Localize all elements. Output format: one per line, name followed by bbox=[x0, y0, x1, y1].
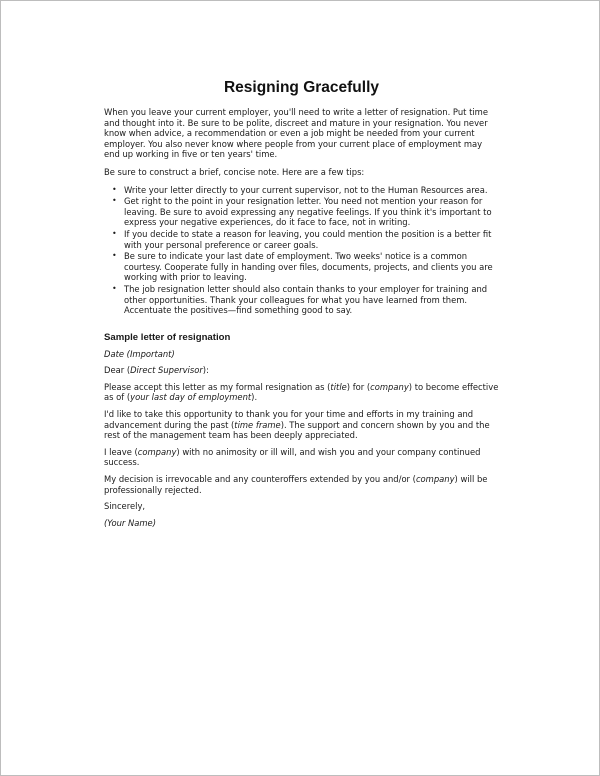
tip-item bbox=[104, 196, 499, 228]
p2-text: ). The support and concern shown by you and the rest of the management team has been deeply appreciated. bbox=[104, 419, 490, 441]
salutation-role: Direct Supervisor bbox=[130, 365, 203, 376]
sample-letter bbox=[104, 349, 499, 529]
tip-text: Write your letter directly to your current supervisor, not to the Human Resources area. bbox=[124, 184, 488, 195]
letter-paragraph-2 bbox=[104, 409, 499, 441]
p1-text: ) to become effective as of ( bbox=[104, 381, 499, 403]
tip-item bbox=[104, 185, 499, 196]
p2-text: I'd like to take this opportunity to thank you for your time and efforts in my training and advancement during the past ( bbox=[104, 409, 474, 430]
letter-signature bbox=[104, 518, 499, 529]
tip-text: The job resignation letter should also contain thanks to your employer for training and other opportunities. Thank your colleagues for what you have learned from them. Accentuate the positives—find something good to say. bbox=[124, 283, 488, 316]
tip-text: If you decide to state a reason for leaving, you could mention the position is a better fit with your personal preference or career goals. bbox=[124, 228, 492, 250]
p3-text: I leave ( bbox=[104, 446, 138, 457]
tip-text: Get right to the point in your resignation letter. You need not mention your reason for leaving. Be sure to avoid expressing any negative feelings. If you think it's important to express your negative experiences, do it face to face, not in writing. bbox=[124, 196, 492, 228]
company-placeholder: company bbox=[415, 474, 455, 485]
intro-paragraph: When you leave your current employer, you'll need to write a letter of resignation. Put time and thought into it. Be sure to be polite, discreet and mature in your resignation. You never know when advice, a recommendation or even a job might be needed from your current employer. You also never know where people from your current place of employment may end up working in five or ten years' time. bbox=[104, 107, 488, 160]
letter-date bbox=[104, 349, 499, 360]
tip-item bbox=[104, 229, 499, 250]
p3-text: ) with no animosity or ill will, and wish you and your company continued success. bbox=[104, 446, 481, 468]
title-placeholder: title bbox=[330, 381, 347, 392]
date-placeholder: Date (Important) bbox=[104, 348, 175, 359]
tip-item bbox=[104, 284, 499, 316]
sample-heading: Sample letter of resignation bbox=[104, 331, 231, 343]
tips-intro: Be sure to construct a brief, concise note. Here are a few tips: bbox=[104, 166, 365, 177]
time-frame-placeholder: time frame bbox=[234, 419, 281, 430]
last-day-placeholder: your last day of employment bbox=[130, 392, 252, 403]
tip-text: Be sure to indicate your last date of employment. Two weeks' notice is a common courtesy. Cooperate fully in handing over files, documents, projects, and clients you are working with prior to leaving. bbox=[124, 251, 493, 283]
p4-text: My decision is irrevocable and any counteroffers extended by you and/or ( bbox=[104, 474, 416, 485]
letter-paragraph-1 bbox=[104, 382, 499, 403]
bullet-icon: • bbox=[112, 228, 117, 238]
p1-text: Please accept this letter as my formal resignation as ( bbox=[104, 381, 331, 392]
letter-paragraph-4 bbox=[104, 474, 499, 495]
salutation-prefix: Dear ( bbox=[104, 365, 131, 376]
letter-paragraph-3 bbox=[104, 447, 499, 468]
p1-text: ) for ( bbox=[346, 381, 371, 392]
p4-text: ) will be professionally rejected. bbox=[104, 474, 488, 495]
bullet-icon: • bbox=[112, 283, 117, 293]
bullet-icon: • bbox=[112, 184, 117, 194]
document-content bbox=[104, 79, 499, 534]
company-placeholder: company bbox=[370, 381, 409, 392]
bullet-icon: • bbox=[112, 196, 117, 206]
letter-closing: Sincerely, bbox=[104, 501, 146, 512]
p1-text: ). bbox=[251, 392, 258, 403]
tips-list bbox=[104, 185, 499, 316]
tip-item bbox=[104, 251, 499, 283]
bullet-icon: • bbox=[112, 251, 117, 261]
salutation-suffix: ): bbox=[202, 365, 209, 376]
name-placeholder: (Your Name) bbox=[104, 517, 156, 528]
company-placeholder: company bbox=[137, 446, 177, 457]
page-title: Resigning Gracefully bbox=[223, 79, 380, 96]
letter-salutation bbox=[104, 365, 499, 376]
